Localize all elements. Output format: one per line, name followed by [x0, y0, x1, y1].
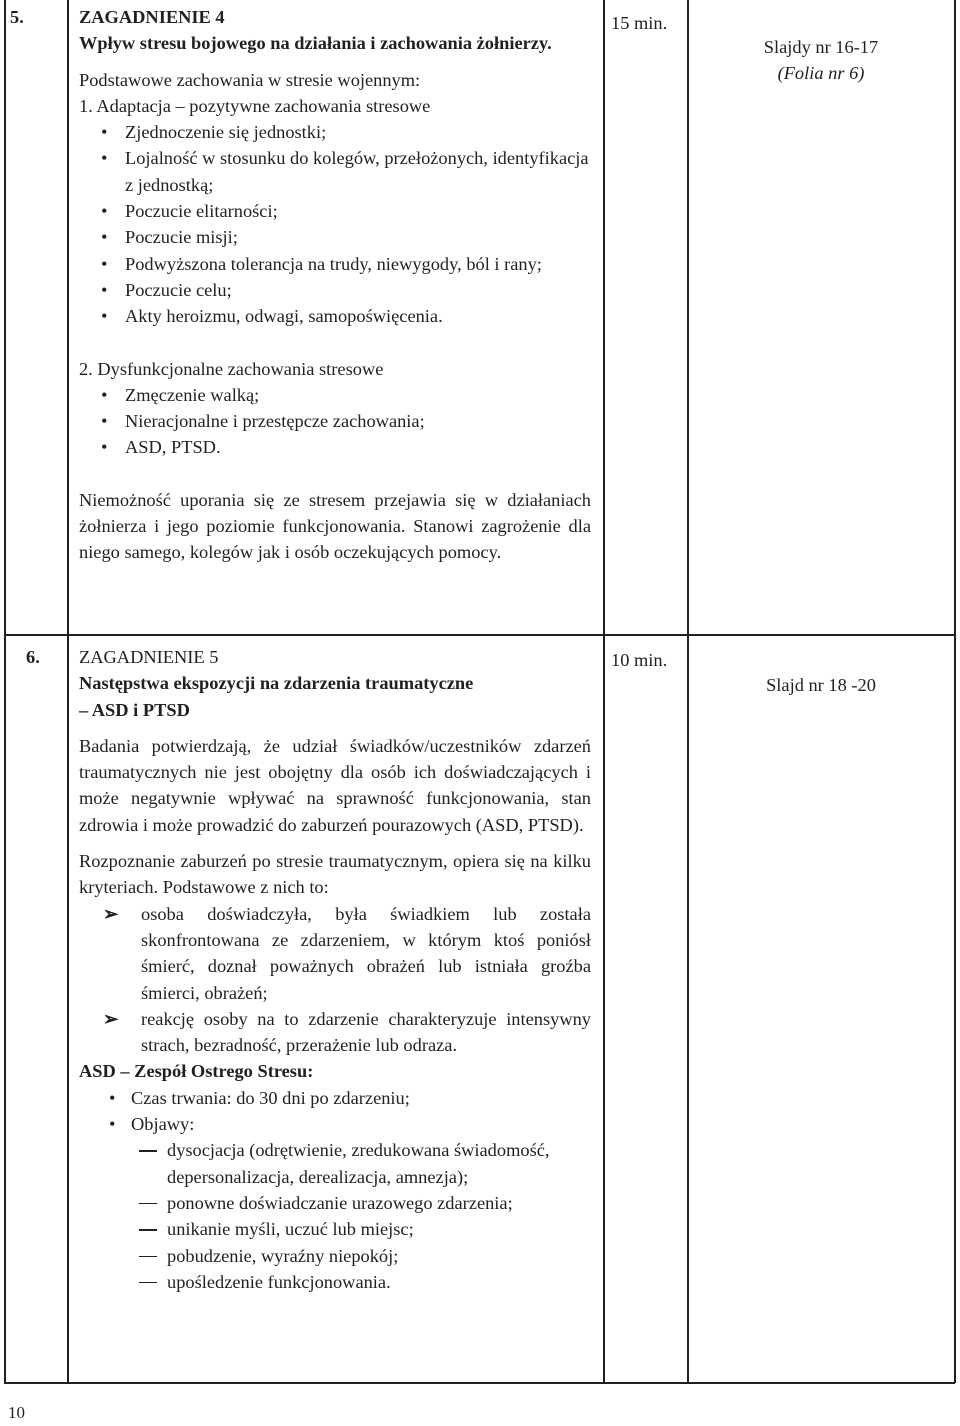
list-item: • Poczucie elitarności; — [79, 198, 591, 224]
list-item: • Zmęczenie walką; — [79, 382, 591, 408]
table-divider-2 — [603, 0, 605, 1383]
section2-list — [79, 382, 591, 461]
row5-materials-folia: (Folia nr 6) — [777, 63, 865, 84]
row6-subtitle-line2: – ASD i PTSD — [79, 699, 190, 720]
list-item: • Akty heroizmu, odwagi, samopoświęcenia. — [79, 303, 591, 329]
list-item: • Poczucie misji; — [79, 224, 591, 250]
list-item: • ASD, PTSD. — [79, 434, 591, 460]
row6-paragraph1: Badania potwierdzają, że udział świadków/uczestników zdarzeń traumatycznych nie jest obojętny dla osób ich doświadczających i może negatywnie wpływać na sprawność funkcjonowania, stan zdrowia i może prowadzić do zaburzeń pourazowych (ASD, PTSD). — [79, 735, 591, 835]
section1-list — [79, 119, 591, 329]
list-item: • Podwyższona tolerancja na trudy, niewygody, ból i rany; — [79, 251, 591, 277]
list-item: • Lojalność w stosunku do kolegów, przełożonych, identyfikacja z jednostką; — [79, 145, 591, 198]
arrow-bullet-icon: ➢ — [103, 903, 119, 924]
list-item: • Objawy: — [79, 1111, 591, 1137]
list-item: • Czas trwania: do 30 dni po zdarzeniu; — [79, 1085, 591, 1111]
list-item: dysocjacja (odrętwienie, zredukowana świadomość, depersonalizacja, derealizacja, amnezja); — [79, 1137, 599, 1190]
table-border-bottom — [4, 1382, 955, 1384]
asd-list — [79, 1085, 591, 1138]
list-item: ➢ reakcję osoby na to zdarzenie charakteryzuje intensywny strach, bezradność, przerażenie lub odraza. — [79, 1006, 591, 1059]
row5-intro: Podstawowe zachowania w stresie wojennym: — [79, 69, 421, 90]
row5-title: ZAGADNIENIE 4 — [79, 7, 225, 27]
row6-paragraph2: Rozpoznanie zaburzeń po stresie traumatycznym, opiera się na kilku kryteriach. Podstawowe z nich to: — [79, 851, 591, 898]
row5-materials — [688, 34, 954, 87]
arrow-bullet-icon: ➢ — [103, 1008, 119, 1029]
table-border-left — [4, 0, 6, 1383]
asd-heading: ASD – Zespół Ostrego Stresu: — [79, 1061, 314, 1082]
list-item: unikanie myśli, uczuć lub miejsc; — [79, 1216, 599, 1242]
row6-subtitle-line1: Następstwa ekspozycji na zdarzenia traumatyczne — [79, 673, 474, 694]
row6-content — [79, 644, 591, 1295]
list-item: pobudzenie, wyraźny niepokój; — [79, 1243, 599, 1269]
row5-closing-paragraph: Niemożność uporania się ze stresem przejawia się w działaniach żołnierza i jego poziomie funkcjonowania. Stanowi zagrożenie dla niego samego, kolegów jak i osób oczekujących pomocy. — [79, 489, 591, 563]
list-item: ➢ osoba doświadczyła, była świadkiem lub została skonfrontowana ze zdarzeniem, w którym ktoś poniósł śmierć, doznał poważnych obrażeń lub istniała groźba śmierci, obrażeń; — [79, 901, 591, 1006]
symptoms-list — [79, 1137, 599, 1295]
row5-time: 15 min. — [611, 13, 668, 33]
row6-materials: Slajd nr 18 -20 — [766, 675, 876, 695]
row5-materials-slides: Slajdy nr 16-17 — [763, 37, 879, 57]
list-item: upośledzenie funkcjonowania. — [79, 1269, 599, 1295]
list-item: • Nieracjonalne i przestępcze zachowania; — [79, 408, 591, 434]
table-border-right — [954, 0, 956, 1383]
table-divider-1 — [67, 0, 69, 1383]
row5-number: 5. — [10, 7, 24, 27]
page-number: 10 — [8, 1403, 25, 1422]
row-separator — [4, 634, 955, 636]
section2-heading: 2. Dysfunkcjonalne zachowania stresowe — [79, 358, 384, 379]
list-item: ponowne doświadczanie urazowego zdarzenia; — [79, 1190, 599, 1216]
row6-time: 10 min. — [611, 650, 668, 670]
section1-heading: 1. Adaptacja – pozytywne zachowania stresowe — [79, 95, 431, 116]
row6-number: 6. — [26, 647, 40, 667]
criteria-list — [79, 901, 591, 1059]
row5-content — [79, 4, 591, 566]
row5-subtitle: Wpływ stresu bojowego na działania i zachowania żołnierzy. — [79, 33, 552, 54]
list-item: • Poczucie celu; — [79, 277, 591, 303]
list-item: • Zjednoczenie się jednostki; — [79, 119, 591, 145]
row6-title: ZAGADNIENIE 5 — [79, 647, 219, 667]
